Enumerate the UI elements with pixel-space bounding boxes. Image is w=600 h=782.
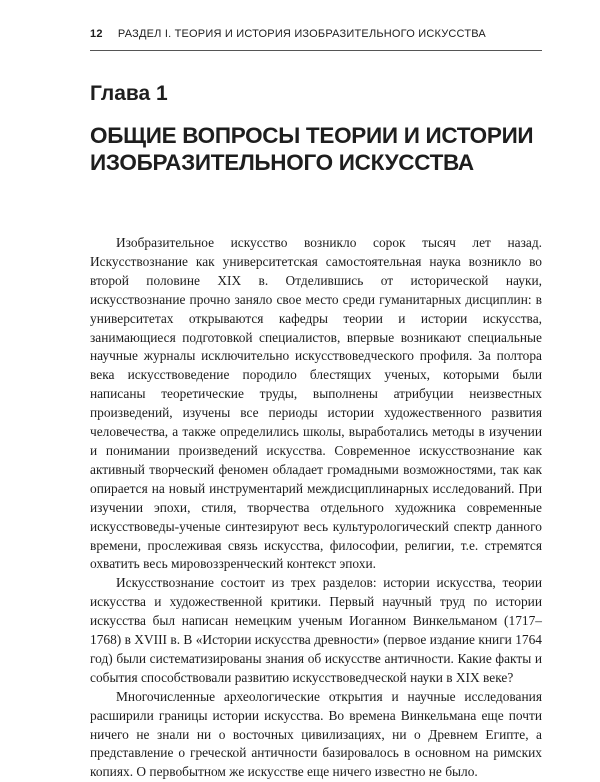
paragraph: Многочисленные археологические открытия и научные исследования расширили границы истории искусства. Во времена Винкельмана еще почти ничего не знали ни о восточных цивилизациях, ни о Древнем Египте, а представление о греческой античности базировалось в основном на римских копиях. О первобытном же искусстве еще ничего известно не было. bbox=[90, 688, 542, 780]
chapter-label: Глава 1 bbox=[90, 82, 168, 105]
section-title: РАЗДЕЛ I. ТЕОРИЯ И ИСТОРИЯ ИЗОБРАЗИТЕЛЬНОГО ИСКУССТВА bbox=[117, 28, 486, 40]
running-header bbox=[90, 28, 542, 48]
page-number: 12 bbox=[90, 28, 103, 40]
chapter-title bbox=[90, 122, 542, 176]
paragraph: Искусствознание состоит из трех разделов: истории искусства, теории искусства и художественной критики. Первый научный труд по истории искусства был написан немецким ученым Иоганном Винкельманом (1717–1768) в XVIII в. В «Истории искусства древности» (первое издание книги 1764 год) были систематизированы знания об искусстве античности. Какие факты и события способствовали развитию искусствоведческой науки в XIX веке? bbox=[90, 575, 542, 685]
body-text bbox=[90, 234, 542, 782]
paragraph: Изобразительное искусство возникло сорок тысяч лет назад. Искусствознание как университетская самостоятельная наука возникло во второй половине XIX в. Отделившись от исторической науки, искусствознание прочно заняло свое место среди гуманитарных дисциплин: в университетах открываются кафедры теории и истории искусства, занимающиеся подготовкой специалистов, впервые возникают специальные научные журналы исключительно искусствоведческого профиля. За полтора века искусствоведение породило блестящих ученых, которыми были написаны теоретические труды, выполнены атрибуции неизвестных произведений, изучены все периоды истории художественного развития человечества, а также определились школы, выработались методы в изучении и понимании произведений искусства. Современное искусствознание как активный творческий феномен обладает громадными возможностями, так как опирается на новый инструментарий междисциплинарных исследований. При изучении эпохи, стиля, творчества отдельного художника современные искусствоведы-ученые синтезируют весь культурологический спектр данного времени, прослеживая связь искусства, философии, религии, т.е. стремятся охватить весь мировоззренческий контекст эпохи. bbox=[90, 235, 542, 572]
header-divider bbox=[90, 50, 542, 51]
chapter-title-line: ИЗОБРАЗИТЕЛЬНОГО ИСКУССТВА bbox=[90, 150, 474, 175]
chapter-title-line: ОБЩИЕ ВОПРОСЫ ТЕОРИИ И ИСТОРИИ bbox=[90, 123, 534, 148]
